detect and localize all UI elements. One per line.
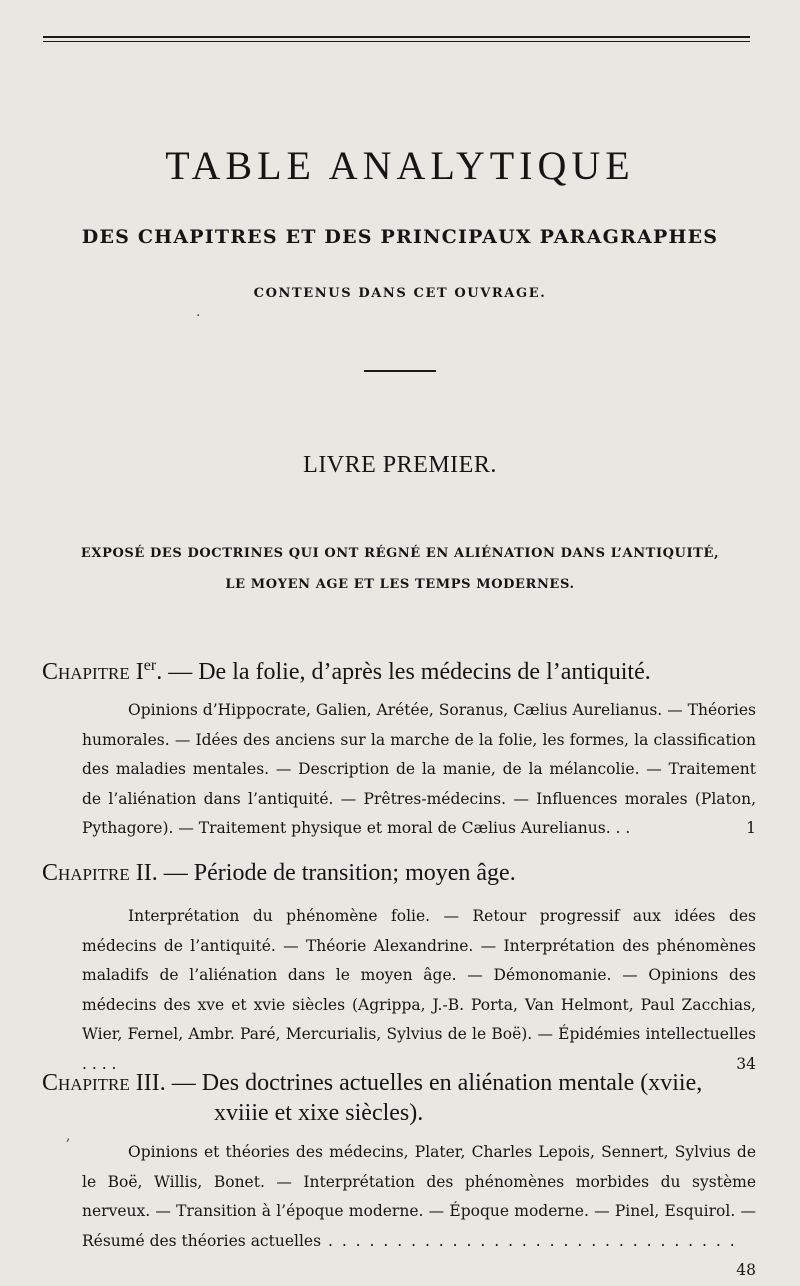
chapter-1-label: Chapitre I — [42, 659, 144, 685]
separator-rule — [364, 370, 436, 372]
chapter-3-leader-dots: . . . . . . . . . . . . . . . . . . . . . . . . . . . . . . — [321, 1231, 737, 1250]
chapter-1-heading — [42, 651, 754, 687]
page-title: TABLE ANALYTIQUE — [165, 143, 635, 188]
chapter-1-summary — [82, 696, 756, 844]
chapter-2-text: Interprétation du phénomène folie. — Retour progressif aux idées des médecins de l’antiquité. — Théorie Alexandrine. — Interprétation des phénomènes maladifs de l’aliénation dans le moyen âge. — Démonomanie. — Opinions des médecins des xve et xvie siècles (Agrippa, J.-B. Porta, Van Helmont, Paul Zacchias, Wier, Fernel, Ambr. Paré, Mercurialis, Sylvius de le Boë). — Épidémies intellectuelles . . . . — [82, 907, 756, 1073]
chapter-1-page: 1 — [746, 819, 756, 837]
chapter-3-title-2: xviiie et xixe siècles). — [214, 1100, 424, 1126]
page-subtitle: DES CHAPITRES ET DES PRINCIPAUX PARAGRAPHES — [81, 226, 719, 248]
chapter-3-label: Chapitre III. — [42, 1070, 166, 1096]
print-dot: · — [196, 308, 201, 324]
livre-description — [30, 538, 770, 600]
chapter-1-sup: er — [143, 657, 157, 674]
chapter-3-page: 48 — [736, 1261, 756, 1279]
chapter-3-heading — [42, 1068, 754, 1128]
chapter-3-summary — [82, 1138, 756, 1286]
livre-description-line-1: EXPOSÉ DES DOCTRINES QUI ONT RÉGNÉ EN ALIÉNATION DANS L’ANTIQUITÉ, — [80, 546, 720, 561]
livre-heading: LIVRE PREMIER. — [303, 452, 497, 478]
print-mark: , — [66, 1128, 71, 1144]
chapter-1-title: . — De la folie, d’après les médecins de l’antiquité. — [156, 659, 651, 685]
chapter-2-summary — [82, 902, 756, 1079]
top-rule — [43, 36, 750, 38]
chapter-3-title: — Des doctrines actuelles en aliénation mentale (xviie, — [165, 1070, 703, 1096]
chapter-1-text: Opinions d’Hippocrate, Galien, Arétée, Soranus, Cælius Aurelianus. — Théories humorales. — Idées des anciens sur la marche de la folie, les formes, la classification des maladies mentales. — Description de la manie, de la mélancolie. — Traitement de l’aliénation dans l’antiquité. — Prêtres-médecins. — Influences morales (Platon, Pythagore). — Traitement physique et moral de Cælius Aurelianus. . . — [82, 701, 756, 837]
page-subtitle-2: CONTENUS DANS CET OUVRAGE. — [253, 286, 547, 301]
chapter-2-page: 34 — [736, 1054, 756, 1073]
chapter-2-label: Chapitre II. — [42, 860, 158, 886]
chapter-2-title: — Période de transition; moyen âge. — [157, 860, 516, 886]
livre-description-line-2: LE MOYEN AGE ET LES TEMPS MODERNES. — [225, 577, 575, 592]
top-rule-thin — [43, 41, 750, 42]
chapter-2-heading — [42, 858, 754, 888]
chapter-3-text: Opinions et théories des médecins, Plater, Charles Lepois, Sennert, Sylvius de le Boë, Willis, Bonet. — Interprétation des phénomènes morbides du système nerveux. — Transition à l’époque moderne. — Époque moderne. — Pinel, Esquirol. — Résumé des théories actuelles — [82, 1143, 756, 1250]
